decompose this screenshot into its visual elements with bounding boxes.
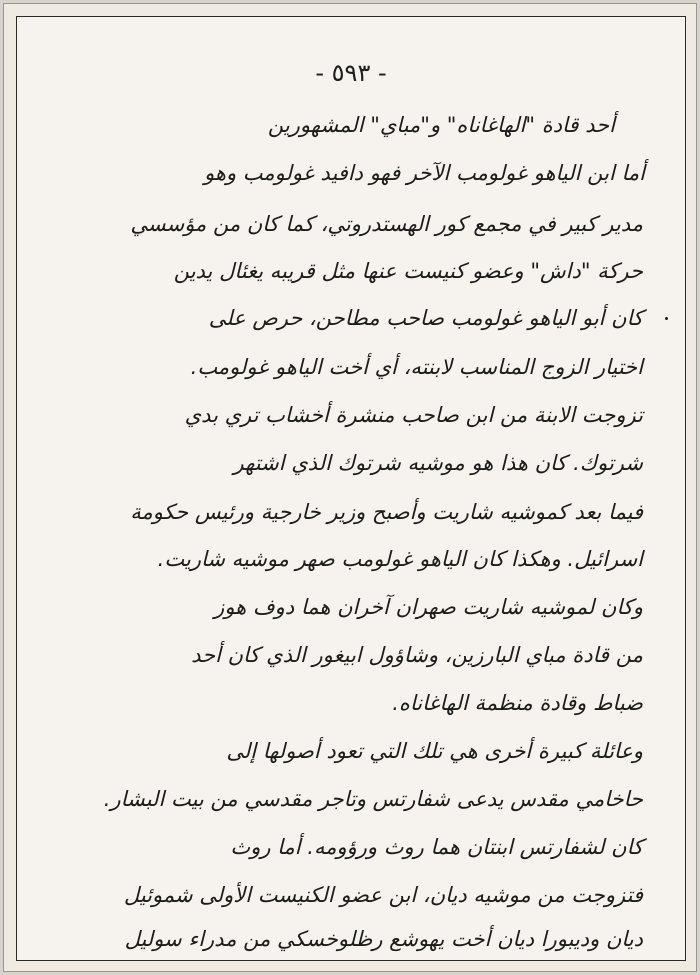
text-line-15: حاخامي مقدس يدعى شفارتس وتاجر مقدسي من بيت البشار. (103, 787, 643, 811)
text-line-18: ديان وديبورا ديان أخت يهوشع رظلوخسكي من مدراء سوليل (124, 927, 643, 951)
text-line-7: تزوجت الابنة من ابن صاحب منشرة أخشاب تري بدي (184, 403, 643, 427)
text-line-9: فيما بعد كموشيه شاريت وأصبح وزير خارجية ورئيس حكومة (130, 500, 643, 524)
text-line-16: كان لشفارتس ابنتان هما روث ورؤومه. أما روث (230, 835, 643, 859)
text-line-6: اختيار الزوج المناسب لابنته، أي أخت الياهو غولومب. (190, 355, 643, 379)
text-line-14: وعائلة كبيرة أخرى هي تلك التي تعود أصولها إلى (226, 739, 643, 763)
handwritten-text-block (17, 17, 685, 960)
text-line-8: شرتوك. كان هذا هو موشيه شرتوك الذي اشتهر (233, 451, 643, 475)
text-line-5: كان أبو الياهو غولومب صاحب مطاحن، حرص على (208, 306, 643, 330)
manuscript-page (16, 16, 686, 961)
text-line-1: أحد قادة "الهاغاناه" و"مباي" المشهورين (267, 113, 615, 137)
text-line-17: فتزوجت من موشيه ديان، ابن عضو الكنيست الأولى شموئيل (123, 883, 643, 907)
scan-background (3, 3, 697, 972)
text-line-10: اسرائيل. وهكذا كان الياهو غولومب صهر موشيه شاريت. (157, 547, 643, 571)
ink-mark (665, 317, 668, 320)
text-line-4: حركة "داش" وعضو كنيست عنها مثل قريبه يغئال يدين (173, 259, 643, 283)
text-line-2: أما ابن الياهو غولومب الآخر فهو دافيد غولومب وهو (204, 161, 645, 185)
text-line-11: وكان لموشيه شاريت صهران آخران هما دوف هوز (214, 595, 643, 619)
text-line-3: مدير كبير في مجمع كور الهستدروتي، كما كان من مؤسسي (130, 212, 643, 236)
text-line-12: من قادة مباي البارزين، وشاؤول ابيغور الذي كان أحد (191, 643, 643, 667)
page-number: - ٥٩٣ - (315, 59, 387, 87)
text-line-13: ضباط وقادة منظمة الهاغاناه. (392, 691, 643, 715)
